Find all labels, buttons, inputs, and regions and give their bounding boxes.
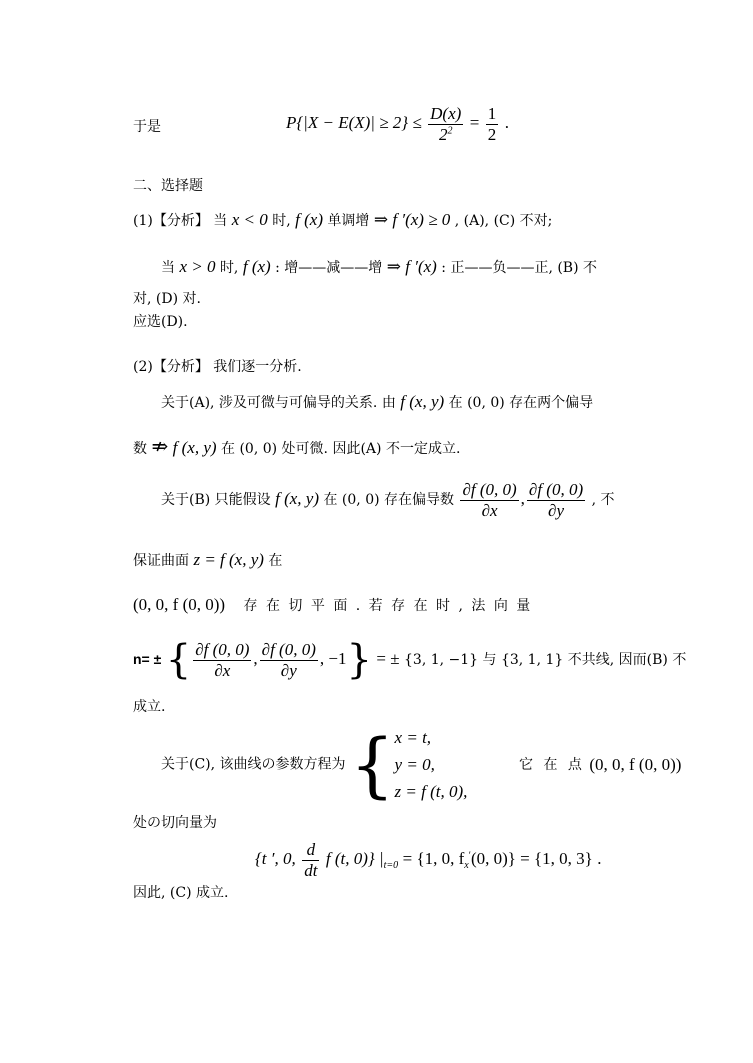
q1-line4: 应选(D). (133, 314, 188, 330)
q2-a-line1 (161, 393, 593, 410)
num: ∂f (0, 0) (528, 480, 584, 499)
den: ∂x (214, 660, 231, 680)
math: f (t, 0)} | (325, 849, 384, 869)
math: f (x, y) (275, 489, 320, 509)
text: : 增——减——增 (275, 260, 383, 276)
sys-eq1: x = t, (394, 728, 432, 747)
period: . (597, 849, 602, 869)
frac-numerator: D(x) (430, 104, 462, 123)
text: 在 (0, 0) 处可微. 因此(A) 不一定成立. (221, 441, 461, 457)
text: 单调增 (327, 213, 370, 229)
math: f (x) (242, 257, 271, 276)
math: x < 0 (231, 210, 268, 229)
q1-line1 (133, 211, 552, 228)
den: ∂y (548, 500, 564, 520)
q2-b-line2 (133, 551, 282, 568)
math: x > 0 (179, 257, 216, 276)
num: ∂f (0, 0) (195, 640, 250, 659)
partial-y (260, 640, 318, 680)
q1-label: (1)【分析】 (133, 213, 209, 229)
math: f (x) (295, 210, 323, 229)
section-title: 二、选择题 (133, 178, 203, 194)
den: ∂x (481, 500, 498, 520)
system-brace: { (350, 723, 395, 806)
text: 它 在 点 (519, 756, 585, 773)
chebyshev-formula (286, 104, 509, 144)
partial-x (460, 480, 518, 520)
eval-sub: t=0 (383, 859, 399, 871)
math: ⇒ f ′(x) ≥ 0 (373, 210, 451, 229)
text: 保证曲面 (133, 553, 189, 569)
text: 在 (268, 553, 283, 569)
half-den: 2 (487, 124, 497, 144)
text: 关于(C), 该曲线の参数方程为 (161, 756, 346, 773)
text: 在 (0, 0) 存在偏导数 (323, 492, 455, 509)
math: (0, 0)} = {1, 0, 3} (470, 849, 593, 869)
den: ∂y (280, 660, 297, 680)
q2-c-line1 (161, 724, 681, 805)
q2-b-line3 (133, 596, 623, 613)
math: z = f (x, y) (193, 550, 264, 569)
q1-line2 (161, 258, 597, 275)
half-num: 1 (487, 104, 497, 123)
fraction-half (486, 104, 499, 144)
comma: , (520, 489, 525, 509)
math: {t ′, 0, (255, 849, 296, 869)
not-implies-arrow: ⇏ (151, 436, 169, 458)
text: 当 (161, 260, 175, 276)
text-yushi: 于是 (133, 119, 161, 135)
math: (0, 0, f (0, 0)) (589, 755, 682, 774)
num: ∂f (0, 0) (462, 480, 517, 499)
math: f (x, y) (400, 392, 445, 411)
left-brace: { (165, 637, 192, 684)
d-dt (302, 840, 319, 880)
q2-c-line2: 处の切向量为 (133, 815, 217, 831)
text: 数 (133, 441, 147, 457)
fraction-dx (428, 104, 463, 144)
math: (0, 0, f (0, 0)) (133, 595, 226, 614)
equals: = (469, 113, 480, 133)
num: ∂f (0, 0) (261, 640, 316, 659)
partial-y (527, 480, 585, 520)
fx-sub: x (464, 859, 469, 871)
math: ⇒ f ′(x) (386, 257, 437, 276)
comma: , (253, 649, 258, 669)
q2-b-line4 (133, 637, 687, 684)
text: 关于(A), 涉及可微与可偏导的关系. 由 (161, 395, 396, 411)
period: . (504, 113, 509, 133)
eq: = ± (376, 649, 400, 669)
tangent-formula (255, 840, 602, 880)
text: {3, 1, −1} 与 {3, 1, 1} 不共线, 因而(B) 不 (404, 652, 687, 669)
num: d (302, 840, 319, 861)
fx-sup: ′ (468, 850, 471, 862)
text: , (A), (C) 不对; (454, 213, 553, 229)
partial-x (193, 640, 251, 680)
q2-line1 (133, 360, 302, 374)
text: 在 (0, 0) 存在两个偏导 (448, 395, 594, 411)
right-brace: } (346, 637, 372, 684)
q2-c-line4: 因此, (C) 成立. (133, 885, 229, 901)
den-base: 2 (438, 124, 448, 144)
formula-part: P{|X − E(X)| ≥ 2} ≤ (286, 113, 422, 133)
sys-eq2: y = 0, (394, 755, 435, 774)
den: dt (304, 860, 318, 880)
sys-eq3: z = f (t, 0), (394, 782, 468, 801)
text: 时, (272, 213, 291, 229)
q2-b-line1 (161, 480, 614, 520)
den-exp: 2 (447, 124, 453, 136)
text: , 不 (591, 492, 615, 509)
q2-a-line2 (133, 437, 460, 457)
math: = {1, 0, f (402, 849, 465, 869)
q1-line3: 对, (D) 对. (133, 291, 201, 307)
normal-vector-label: n= ± (133, 651, 162, 668)
text: 我们逐一分析. (213, 359, 302, 375)
text: 当 (213, 213, 228, 229)
text: : 正——负——正, (B) 不 (441, 260, 598, 276)
param-system (395, 724, 505, 805)
frac-denominator (428, 125, 463, 145)
q2-b-line5: 成立. (133, 699, 166, 715)
minus-one: , −1 (319, 649, 347, 669)
q2-label: (2)【分析】 (133, 359, 209, 375)
text: 关于(B) 只能假设 (161, 492, 271, 509)
text: 存 在 切 平 面 . 若 存 在 时 , 法 向 量 (243, 598, 533, 614)
math: f (x, y) (172, 438, 217, 457)
text: 时, (219, 260, 239, 276)
